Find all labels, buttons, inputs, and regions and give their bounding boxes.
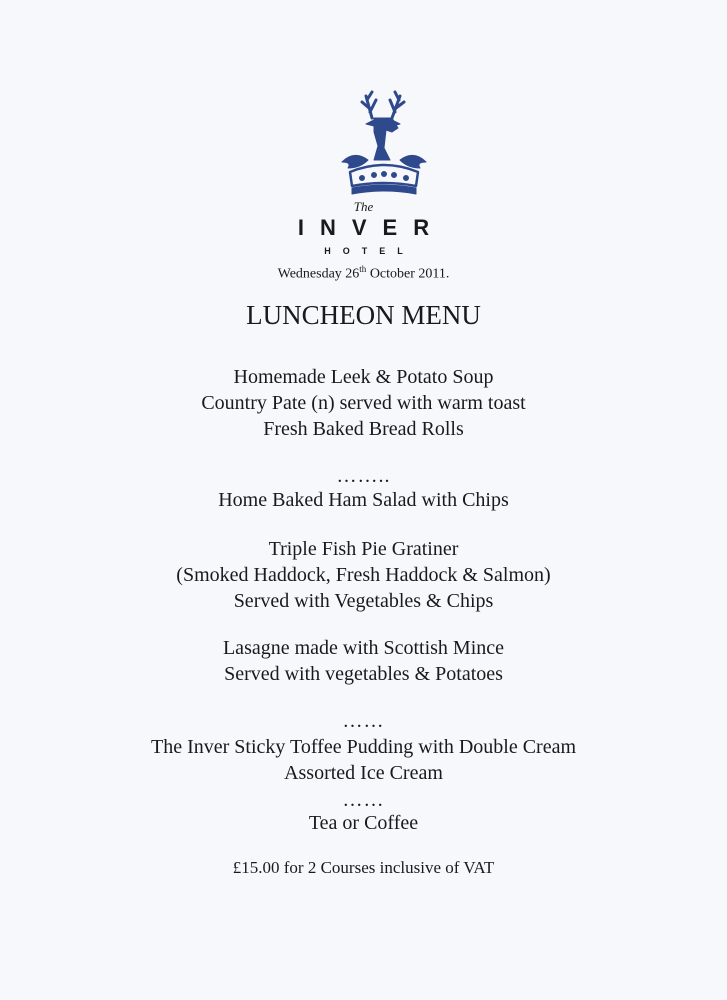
separator: …… [342,789,385,811]
date-rest: October 2011. [366,266,450,282]
stag-head-crest-icon [334,88,434,198]
separator: …… [342,710,385,732]
main-item-detail: (Smoked Haddock, Fresh Haddock & Salmon) [176,564,551,586]
menu-date [0,264,727,283]
main-item-detail: Served with Vegetables & Chips [233,590,494,612]
starter-item: Country Pate (n) served with warm toast [201,392,526,414]
menu-title: LUNCHEON MENU [246,300,481,330]
hotel-subname: HOTEL [324,246,415,256]
main-item-detail: Served with vegetables & Potatoes [224,663,503,685]
price-line: £15.00 for 2 Courses inclusive of VAT [232,858,495,877]
hotel-the: The [353,199,374,214]
dessert-item: The Inver Sticky Toffee Pudding with Double Cream [151,736,576,758]
date-prefix: Wednesday 26 [277,266,360,282]
main-item: Lasagne made with Scottish Mince [222,637,505,659]
main-item: Triple Fish Pie Gratiner [268,538,459,560]
date-suffix-ordinal: th [359,264,367,274]
dessert-item: Assorted Ice Cream [284,762,443,784]
hotel-name: INVER [297,215,446,240]
separator: …….. [336,465,391,487]
starter-item: Fresh Baked Bread Rolls [263,418,464,440]
main-item: Home Baked Ham Salad with Chips [218,489,509,511]
drinks-item: Tea or Coffee [308,812,419,834]
starter-item: Homemade Leek & Potato Soup [233,366,494,388]
